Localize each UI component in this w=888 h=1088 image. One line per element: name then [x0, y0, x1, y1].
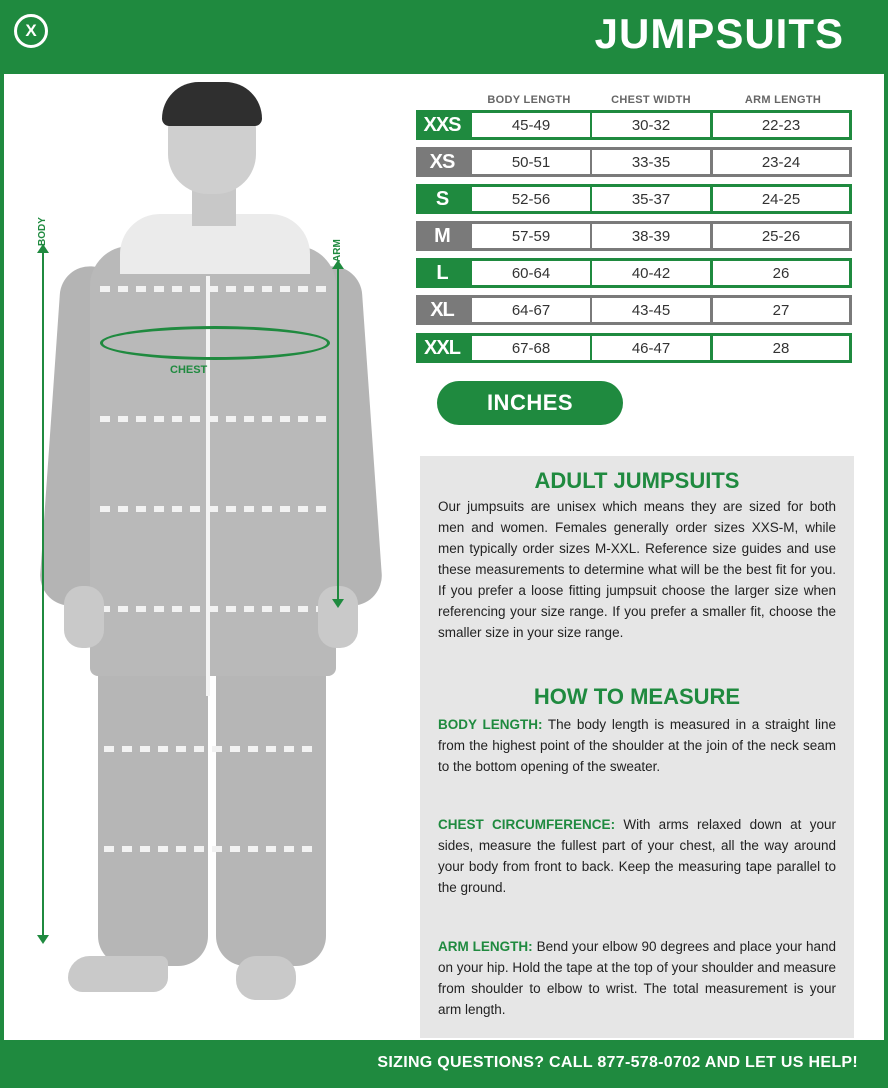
how-to-measure-heading: HOW TO MEASURE: [533, 684, 741, 709]
sweater-pattern: [104, 846, 320, 852]
column-header-body: BODY LENGTH: [487, 94, 571, 106]
table-row: [416, 147, 852, 177]
chest-measure-ring: [100, 326, 330, 360]
size-label: M: [434, 224, 450, 247]
body-length-cell: 52-56: [472, 187, 590, 211]
body-length-cell: 57-59: [472, 224, 590, 248]
chest-width-cell: 33-35: [592, 150, 710, 174]
table-row: [416, 184, 852, 214]
size-label: XS: [429, 150, 455, 173]
model-photo: [20, 86, 410, 1030]
table-row: [416, 110, 852, 140]
footer-contact: SIZING QUESTIONS? CALL 877-578-0702 AND LET US HELP!: [377, 1054, 858, 1071]
units-button[interactable]: INCHES: [437, 381, 623, 425]
table-header: [470, 94, 852, 108]
model-left-foot: [68, 956, 168, 992]
arm-length-cell: 24-25: [713, 187, 849, 211]
model-left-hand: [64, 586, 104, 648]
body-length-cell: 45-49: [472, 113, 590, 137]
model-right-leg: [216, 656, 326, 966]
adult-jumpsuits-text: Our jumpsuits are unisex which means they are sized for both men and women. Females generally order sizes XXS-M, while men typically order sizes M-XXL. Reference size guides and use these measurements to determine what will be the best fit for you. If you prefer a loose fitting jumpsuit choose the larger size when referencing your size range. If you prefer a smaller fit, choose the smaller size in your size range.: [438, 499, 836, 640]
body-length-cell: 64-67: [472, 298, 590, 322]
table-row: [416, 333, 852, 363]
sweater-pattern: [100, 416, 326, 422]
body-label: BODY: [37, 217, 48, 246]
size-label: XXL: [424, 336, 460, 359]
size-label: L: [436, 261, 448, 284]
chest-width-cell: 40-42: [592, 261, 710, 285]
arm-length-cell: 26: [713, 261, 849, 285]
model-hair: [162, 82, 262, 126]
sweater-pattern: [100, 506, 326, 512]
chest-circumference-label: CHEST CIRCUMFERENCE:: [438, 817, 616, 832]
body-length-cell: 60-64: [472, 261, 590, 285]
chest-circumference-text: [438, 814, 836, 898]
size-label: XXS: [423, 113, 461, 136]
info-panel: [420, 456, 854, 1038]
arm-length-desc: Bend your elbow 90 degrees and place your hand on your hip. Hold the tape at the top of your shoulder and measure from shoulder to elbow to wrist. The total measurement is your arm length.: [438, 939, 836, 1017]
body-length-text: [438, 714, 836, 777]
body-length-cell: 50-51: [472, 150, 590, 174]
sweater-pattern: [100, 606, 326, 612]
chest-width-cell: 38-39: [592, 224, 710, 248]
column-header-chest: CHEST WIDTH: [611, 94, 691, 106]
chest-width-cell: 35-37: [592, 187, 710, 211]
sweater-pattern: [104, 746, 320, 752]
adult-jumpsuits-heading: ADULT JUMPSUITS: [534, 468, 740, 493]
chest-width-cell: 46-47: [592, 336, 710, 360]
arm-label: ARM: [332, 239, 343, 262]
page-title: JUMPSUITS: [594, 10, 844, 57]
arm-length-cell: 27: [713, 298, 849, 322]
close-icon[interactable]: X: [14, 14, 48, 48]
footer-bar: [0, 1040, 888, 1088]
size-label: S: [435, 187, 449, 210]
header-bar: [0, 0, 888, 74]
column-header-arm: ARM LENGTH: [744, 94, 822, 106]
arm-length-cell: 25-26: [713, 224, 849, 248]
sweater-pattern: [100, 286, 326, 292]
chest-width-cell: 43-45: [592, 298, 710, 322]
arm-length-arrow: [337, 268, 339, 600]
arm-length-label: ARM LENGTH:: [438, 939, 533, 954]
size-label: XL: [430, 298, 454, 321]
chest-label: CHEST: [170, 364, 208, 376]
arm-length-cell: 28: [713, 336, 849, 360]
model-right-foot: [236, 956, 296, 1000]
chest-circumference-desc: With arms relaxed down at your sides, measure the fullest part of your chest, all the way around your body from front to back. Keep the measuring tape parallel to the ground.: [438, 817, 836, 895]
arm-length-cell: 23-24: [713, 150, 849, 174]
body-length-desc: The body length is measured in a straight line from the highest point of the shoulder at the join of the neck seam to the bottom opening of the sweater.: [438, 717, 836, 774]
table-row: [416, 221, 852, 251]
body-length-cell: 67-68: [472, 336, 590, 360]
body-length-arrow: [42, 252, 44, 936]
body-length-label: BODY LENGTH:: [438, 717, 543, 732]
arm-length-cell: 22-23: [713, 113, 849, 137]
table-row: [416, 258, 852, 288]
model-left-leg: [98, 656, 208, 966]
table-row: [416, 295, 852, 325]
chest-width-cell: 30-32: [592, 113, 710, 137]
arm-length-text: [438, 936, 836, 1020]
